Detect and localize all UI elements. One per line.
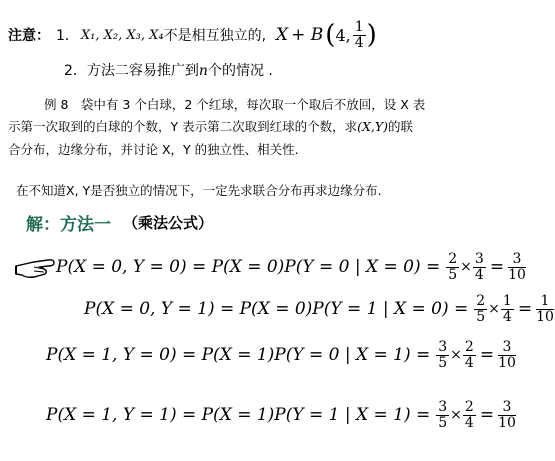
note-line-2 — [64, 60, 273, 80]
note-dist-n: 4, — [335, 25, 351, 45]
example-line-1: 例 8 袋中有 3 个白球，2 个红球，每次取一个取后不放回，设 X 表 — [44, 97, 426, 112]
equation-2-result-den: 10 — [536, 308, 554, 325]
equation-2-a-num: 2 — [476, 293, 486, 309]
equation-4-result-num: 3 — [498, 400, 516, 416]
example-line-2a: 示第一次取到的白球的个数，Y 表示第二次取到红球的个数，求 — [8, 119, 358, 134]
equation-3-a — [436, 340, 449, 370]
equation-1-result-den: 10 — [508, 266, 526, 283]
solution-method: （乘法公式） — [123, 214, 214, 232]
example-line-2 — [8, 117, 413, 135]
equation-2-result-num: 1 — [536, 294, 554, 310]
equation-3-b — [463, 340, 476, 370]
note-dist-p-num: 1 — [354, 19, 364, 35]
equation-1-result — [508, 252, 526, 282]
equation-3-lhs: P(X = 1, Y = 0) = P(X = 1)P(Y = 0 | X = 1) = — [46, 345, 431, 366]
note-dist-symbol: + B — [291, 25, 324, 46]
equation-1-a — [446, 252, 459, 282]
note-dist-p — [353, 20, 366, 50]
equation-1-lhs: P(X = 0, Y = 0) = P(X = 0)P(Y = 0 | X = 0) = — [56, 257, 441, 278]
example-line-3: 合分布，边缘分布，并讨论 X，Y 的独立性、相关性. — [8, 142, 299, 157]
example-line-2b: 的联 — [388, 119, 414, 134]
note-dist-p-den: 4 — [354, 34, 364, 51]
equation-1-b — [473, 252, 486, 282]
note-dist-close: ) — [366, 20, 377, 51]
equation-3-b-den: 4 — [464, 354, 474, 371]
equation-1-a-num: 2 — [448, 251, 458, 267]
note-label: 注意： — [8, 28, 50, 45]
note-dist-lhs: X — [276, 25, 289, 46]
equation-4-equals: = — [479, 405, 495, 426]
equation-2 — [84, 294, 555, 324]
equation-2-lhs: P(X = 0, Y = 1) = P(X = 0)P(Y = 1 | X = 0) = — [84, 299, 469, 320]
equation-2-times: × — [488, 301, 500, 318]
equation-2-result — [536, 294, 554, 324]
equation-1-equals: = — [489, 257, 505, 278]
equation-1-result-num: 3 — [508, 252, 526, 268]
note-item2: 2．方法二容易推广到 — [64, 63, 199, 79]
equation-4 — [46, 400, 517, 430]
equation-1-times: × — [460, 259, 472, 276]
note-item2-tail: 个的情况 . — [207, 63, 273, 79]
equation-3-a-den: 5 — [438, 354, 448, 371]
equation-3-b-num: 2 — [464, 339, 474, 355]
note-line-1 — [8, 20, 377, 50]
equation-3-result — [498, 340, 516, 370]
equation-1-b-num: 3 — [474, 251, 484, 267]
equation-3-times: × — [450, 347, 462, 364]
note-item2-var: n — [198, 63, 208, 79]
equation-1 — [56, 252, 527, 282]
equation-4-a-den: 5 — [438, 414, 448, 431]
equation-4-times: × — [450, 407, 462, 424]
equation-4-result — [498, 400, 516, 430]
equation-3-a-num: 3 — [438, 339, 448, 355]
equation-4-a-num: 3 — [438, 399, 448, 415]
equation-4-b — [463, 400, 476, 430]
equation-1-a-den: 5 — [448, 266, 458, 283]
remark: 在不知道X, Y是否独立的情况下，一定先求联合分布再求边缘分布. — [16, 183, 382, 198]
solution-label: 解：方法一 — [26, 215, 111, 235]
equation-2-b-den: 4 — [502, 308, 512, 325]
equation-2-a — [474, 294, 487, 324]
equation-4-a — [436, 400, 449, 430]
equation-2-a-den: 5 — [476, 308, 486, 325]
solution-header — [26, 210, 213, 235]
equation-3-equals: = — [479, 345, 495, 366]
equation-2-b-num: 1 — [502, 293, 512, 309]
note-item1-number: 1． — [56, 28, 79, 45]
pointing-hand-icon — [14, 256, 60, 282]
equation-3-result-num: 3 — [498, 340, 516, 356]
note-variables: X₁, X₂, X₃, X₄ — [80, 27, 164, 43]
equation-1-b-den: 4 — [474, 266, 484, 283]
equation-4-b-den: 4 — [464, 414, 474, 431]
note-dist-open: ( — [325, 20, 336, 51]
example-pair: (X,Y) — [357, 119, 389, 134]
equation-4-lhs: P(X = 1, Y = 1) = P(X = 1)P(Y = 1 | X = 1) = — [46, 405, 431, 426]
equation-4-result-den: 10 — [498, 414, 516, 431]
equation-2-equals: = — [517, 299, 533, 320]
note-item1-text: 不是相互独立的, — [163, 28, 267, 45]
equation-2-b — [501, 294, 514, 324]
equation-3-result-den: 10 — [498, 354, 516, 371]
equation-3 — [46, 340, 517, 370]
equation-4-b-num: 2 — [464, 399, 474, 415]
